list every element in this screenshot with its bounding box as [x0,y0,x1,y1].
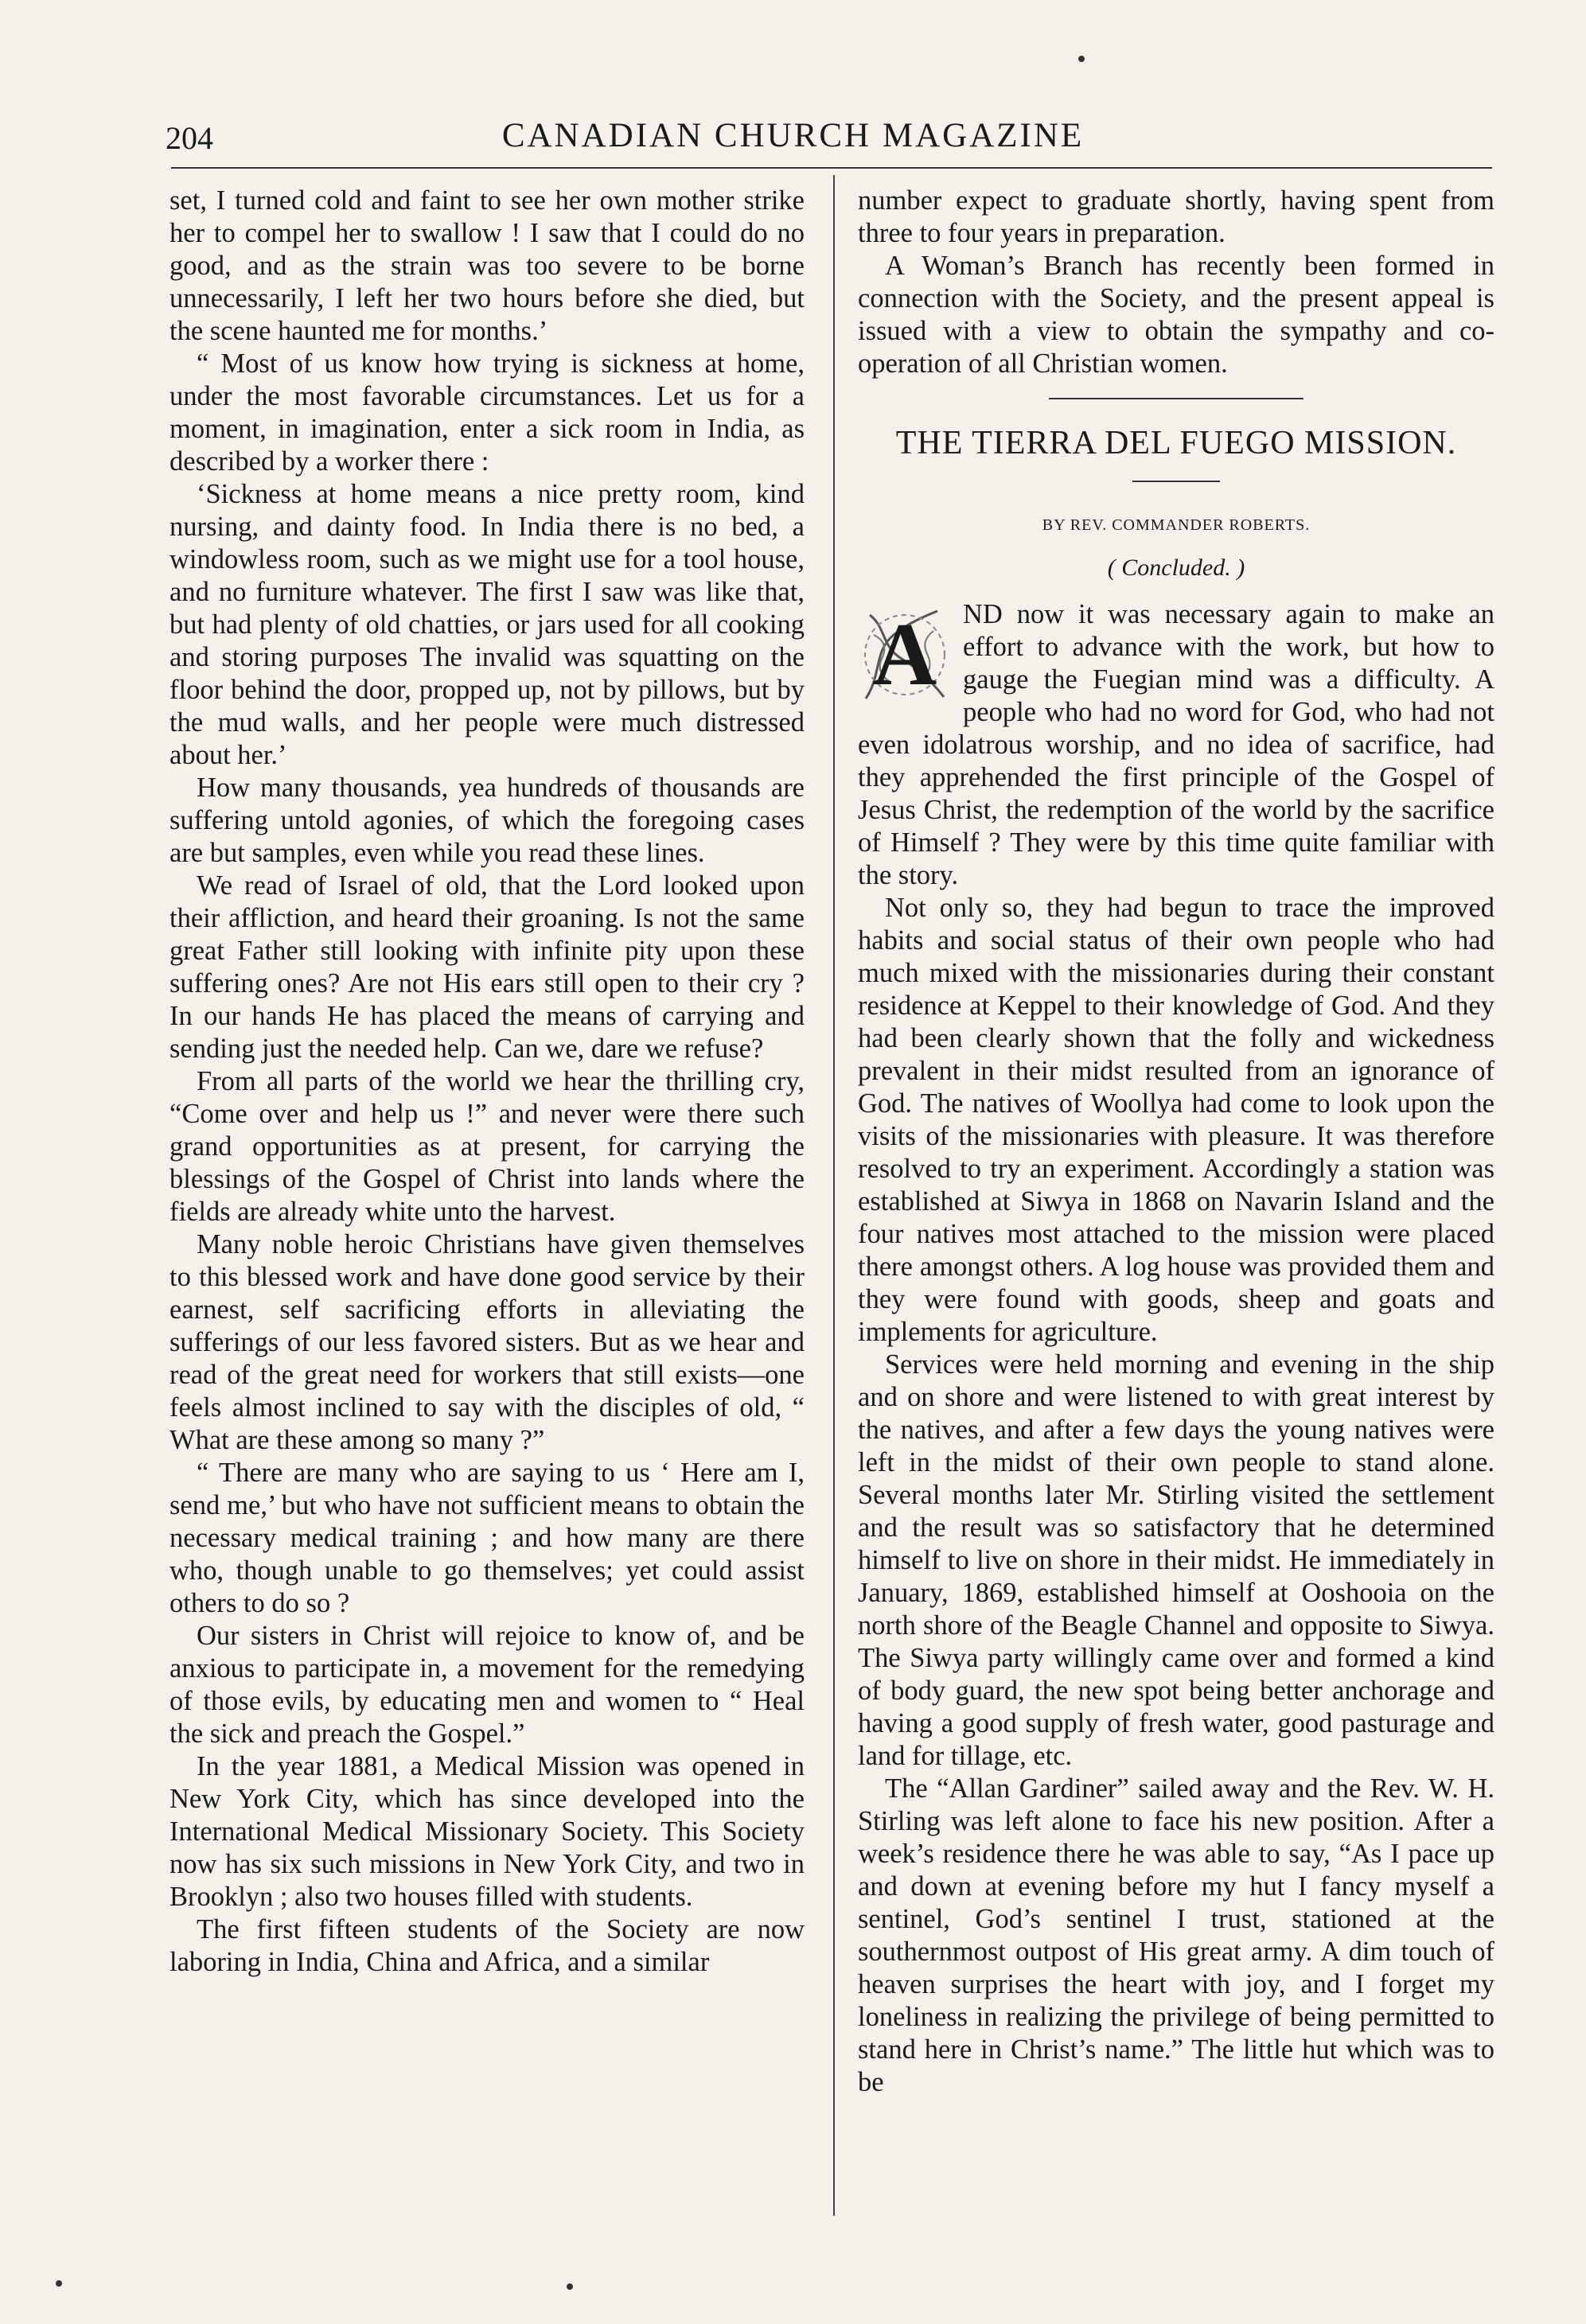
paragraph: “ Most of us know how trying is sickness at home, under the most favorable circumstances. Let us for a moment, in imagination, enter a sick room in India, as described by a worker there : [170,348,805,477]
paragraph: “ There are many who are saying to us ‘ Here am I, send me,’ but who have not sufficient means to obtain the necessary medical training ; and how many are there who, though unable to go themselves; yet could assist others to do so ? [170,1458,805,1618]
article-title: THE TIERRA DEL FUEGO MISSION. [895,425,1457,461]
title-divider [1132,481,1220,482]
section-divider [1049,398,1303,399]
print-speck [56,2280,62,2287]
article-byline: BY REV. COMMANDER ROBERTS. [1042,516,1311,534]
paragraph: The “Allan Gardiner” sailed away and the Rev. W. H. Stirling was left alone to face his new position. After a week’s residence there he was able to say, “As I pace up and down at evening before my hut I fancy myself a sentinel, God’s sentinel I trust, stationed at the southernmost outpost of His great army. A dim touch of heaven surprises the heart with joy, and I forget my loneliness in realizing the privilege of being permitted to stand here in Christ’s name.” The little hut which was to be [858,1773,1494,2097]
paragraph: Many noble heroic Christians have given themselves to this blessed work and have done good service by their earnest, self sacrificing efforts in alleviating the sufferings of our less favored sisters. But as we hear and read of the great need for workers that still exists—one feels almost inclined to say with the disciples of old, “ What are these among so many ?” [170,1229,805,1455]
continued-note: ( Concluded. ) [1107,555,1245,581]
paragraph: How many thousands, yea hundreds of thousands are suffering untold agonies, of which the foregoing cases are but samples, even while you read these lines. [170,773,805,868]
paragraph: number expect to graduate shortly, having spent from three to four years in preparation. [858,185,1494,248]
page-number: 204 [166,120,213,156]
drop-cap-ornament [858,603,952,707]
paragraph: ‘Sickness at home means a nice pretty room, kind nursing, and dainty food. In India there is no bed, a windowless room, such as we might use for a tool house, and no furniture whatever. The first I saw was like that, but had plenty of old chatties, or jars used for all cooking and storing purposes The invalid was squatting on the floor behind the door, propped up, not by pillows, but by the mud walls, and her people were much distressed about her.’ [170,479,805,770]
left-column [170,185,805,1979]
first-paragraph-text: ND now it was necessary again to make an effort to advance with the work, but how to gauge the Fuegian mind was a difficulty. A people who had no word for God, who had not even idolatrous worship, and no idea of sacrifice, had they apprehended the first principle of the Gospel of Jesus Christ, the redemption of the world by the sacrifice of Himself ? They were by this time quite familiar with the story. [858,599,1494,890]
print-speck [567,2283,573,2290]
running-title: CANADIAN CHURCH MAGAZINE [501,117,1085,154]
paragraph: We read of Israel of old, that the Lord looked upon their affliction, and heard their groaning. Is not the same great Father still looking with infinite pity upon these suffering ones? Are not His ears still open to their cry ? In our hands He has placed the means of carrying and sending just the needed help. Can we, dare we refuse? [170,870,805,1064]
print-speck [1078,56,1085,62]
paragraph: From all parts of the world we hear the thrilling cry, “Come over and help us !” and never were there such grand opportunities as at present, for carrying the blessings of the Gospel of Christ into lands where the fields are already white unto the harvest. [170,1066,805,1227]
paragraph: Services were held morning and evening in the ship and on shore and were listened to with great interest by the natives, and after a few days the young natives were left in the midst of their own people to stand alone. Several months later Mr. Stirling visited the settlement and the result was so satisfactory that he determined himself to live on shore in their midst. He immediately in January, 1869, established himself at Ooshooia on the north shore of the Beagle Channel and opposite to Siwya. The Siwya party willingly came over and formed a kind of body guard, the new spot being better anchorage and having a good supply of fresh water, good pasturage and land for tillage, etc. [858,1349,1494,1771]
first-paragraph [858,598,1494,892]
header-rule [171,167,1492,169]
column-divider [833,175,835,2216]
paragraph: A Woman’s Branch has recently been formed in connection with the Society, and the present appeal is issued with a view to obtain the sympathy and co-operation of all Christian women. [858,251,1494,379]
paragraph: Not only so, they had begun to trace the improved habits and social status of their own people who had much mixed with the missionaries during their constant residence at Keppel to their knowledge of God. And they had been clearly shown that the folly and wickedness prevalent in their midst resulted from an ignorance of God. The natives of Woollya had come to look upon the visits of the missionaries with pleasure. It was therefore resolved to try an experiment. Accordingly a station was established at Siwya in 1868 on Navarin Island and the four natives most attached to the mission were placed there amongst others. A log house was provided them and they were found with goods, sheep and goats and implements for agriculture. [858,893,1494,1347]
paragraph: set, I turned cold and faint to see her own mother strike her to compel her to swallow ! I saw that I could do no good, and as the strain was too severe to be borne unnecessarily, I left her two hours before she died, but the scene haunted me for months.’ [170,185,805,346]
drop-cap-letter: A [872,605,937,704]
paragraph: In the year 1881, a Medical Mission was opened in New York City, which has since developed into the International Medical Missionary Society. This Society now has six such missions in New York City, and two in Brooklyn ; also two houses filled with students. [170,1751,805,1912]
right-column [858,185,1494,2099]
paragraph: Our sisters in Christ will rejoice to know of, and be anxious to participate in, a movement for the remedying of those evils, by educating men and women to “ Heal the sick and preach the Gospel.” [170,1621,805,1749]
paragraph: The first fifteen students of the Society are now laboring in India, China and Africa, and a similar [170,1914,805,1977]
